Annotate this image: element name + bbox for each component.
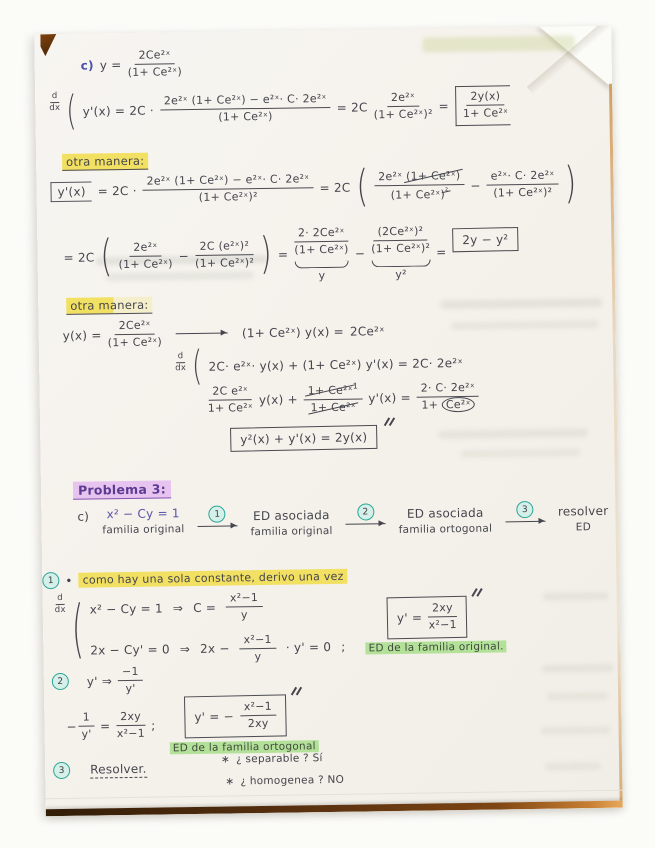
section-heading (73, 480, 171, 499)
fraction (226, 591, 263, 623)
math-text: 1+ (421, 398, 443, 412)
d-dx-operator (49, 92, 60, 114)
fraction-numerator: 2e²ˣ (1+ Ce²ˣ) − e²ˣ· C· 2e²ˣ (160, 92, 331, 111)
underbraced-term-y (294, 226, 350, 282)
fraction (160, 92, 331, 126)
fraction-denominator (311, 400, 356, 416)
fraction (417, 381, 480, 414)
step-3-line (53, 761, 147, 779)
math-text: x² − Cy = 1 (89, 601, 163, 617)
question-separable (221, 752, 323, 766)
stage-sublabel: familia original (102, 523, 185, 537)
close-paren-icon: ) (564, 158, 577, 210)
notebook-edge-bar (46, 801, 623, 817)
circled-number-2: 2 (52, 673, 69, 690)
fraction-denominator: dx (49, 102, 61, 113)
fraction-numerator: 2xy (116, 710, 145, 727)
bleedthrough-smudge (543, 592, 609, 601)
math-text: = 2C · (97, 183, 137, 198)
fraction-denominator: 1+ Ce²ˣ (207, 401, 254, 415)
math-text: y(x) + (258, 392, 298, 407)
flow-arrow-step-3 (505, 501, 545, 523)
fraction-denominator: (1+ Ce²ˣ)² (371, 241, 431, 256)
fraction-numerator: 2· 2Ce²ˣ (294, 226, 349, 243)
math-text: 2x − (200, 641, 230, 657)
arrow-right-icon (346, 523, 386, 525)
fraction-cancelled (304, 381, 363, 415)
fraction-numerator: 2C e²ˣ (208, 384, 252, 401)
math-text: = 2C (336, 100, 368, 115)
separator: ; (151, 718, 156, 733)
boxed-result (387, 596, 468, 639)
check-ticks-icon (290, 686, 303, 697)
fraction-denominator (421, 397, 474, 413)
minus-sign: − (470, 178, 481, 193)
underbrace-icon (294, 260, 349, 268)
fraction (240, 700, 277, 732)
fraction-denominator: dx (54, 604, 66, 615)
original-equation: x² − Cy = 1 (106, 506, 180, 522)
fraction-denominator: (1+ Ce²ˣ)² (373, 107, 433, 122)
math-text: y = (99, 57, 122, 73)
fraction (373, 90, 432, 122)
fraction-numerator: e²ˣ· C· 2e²ˣ (487, 168, 559, 185)
bleedthrough-smudge (438, 428, 588, 439)
fraction-denominator: y (240, 608, 248, 622)
problem-flow-diagram (77, 500, 608, 541)
flow-stage-ed-original (250, 508, 333, 538)
underbrace-icon (371, 259, 430, 267)
boxed-result (452, 227, 519, 252)
system-row-1 (89, 590, 345, 625)
boxed-result-partial (455, 85, 511, 125)
arrow-right-icon (505, 521, 545, 523)
item-label-c: c) (80, 58, 94, 73)
equation-line (207, 380, 479, 417)
fraction-numerator: x²−1 (226, 591, 262, 608)
math-text: · y' = 0 (285, 640, 332, 656)
fraction-numerator (304, 381, 363, 400)
equation-line (175, 343, 464, 391)
circled-term: Ce²ˣ (442, 397, 475, 412)
section-heading (66, 297, 152, 315)
stage-label: resolver (557, 503, 609, 519)
implies-icon: ⇒ (172, 600, 184, 616)
fraction-denominator: dx (175, 362, 187, 374)
fraction-denominator: (1+ Ce²ˣ)² (493, 185, 553, 200)
fraction-denominator: x²−1 (428, 618, 458, 632)
math-text: 2x − Cy' = 0 (90, 642, 170, 658)
fraction-numerator: 2Ce²ˣ (134, 48, 174, 65)
bleedthrough-smudge (542, 664, 614, 673)
flow-arrow-step-1 (197, 505, 237, 527)
check-ticks-icon (471, 588, 484, 599)
circled-number-3: 3 (53, 762, 70, 779)
fraction-numerator: d (176, 352, 186, 363)
boxed-ode-with-caption (169, 694, 319, 754)
math-text: 2y − y² (462, 232, 509, 248)
underbrace-label: y² (395, 267, 407, 281)
fraction-denominator (391, 185, 449, 203)
math-text: C = (193, 600, 217, 615)
fraction (428, 601, 457, 633)
underbrace-label: y (318, 268, 326, 282)
math-text: 2Ce²ˣ (349, 323, 385, 339)
question-text: ¿ homogenea ? NO (240, 773, 345, 788)
step-1-note (42, 568, 348, 590)
fraction (107, 318, 162, 350)
boxed-term (50, 181, 91, 202)
superscript-one: 1 (352, 381, 359, 391)
minus-sign: − (178, 248, 190, 264)
close-paren-icon: ) (259, 229, 273, 281)
math-text: y' = (397, 610, 423, 625)
fraction (371, 224, 430, 256)
section-heading (62, 153, 148, 171)
resolver-title: Resolver. (90, 761, 147, 777)
caption-green: ED de la familia original. (365, 641, 506, 655)
fraction-numerator: 1 (79, 711, 94, 728)
asterisk-icon: ∗ (225, 775, 235, 788)
fraction-denominator: 2xy (247, 717, 269, 731)
boxed-result (230, 425, 378, 452)
fraction (127, 48, 182, 80)
item-label-c: c) (77, 509, 90, 524)
math-text: y' = − (194, 709, 235, 725)
fraction (142, 172, 313, 206)
cancelled-term: 1+ Ce²ˣ (310, 400, 356, 415)
flow-stage-resolver (558, 504, 609, 534)
bullet-icon: • (65, 573, 73, 588)
cancelled-exponent: ² (444, 186, 449, 196)
fraction-denominator: y (254, 649, 262, 664)
step-2-line-2 (66, 694, 319, 755)
open-paren-icon: ( (100, 231, 113, 283)
heading-otra-manera-2: otra manera: (66, 297, 152, 315)
minus-sign: − (354, 246, 366, 261)
arrow-right-icon (176, 333, 228, 335)
bleedthrough-smudge (440, 298, 602, 309)
math-text: y' ⇒ (86, 674, 113, 689)
math-text: = (438, 98, 449, 114)
stage-sublabel: familia ortogonal (398, 522, 493, 536)
caption-green: ED de la familia ortogonal (170, 740, 319, 754)
note-text: como hay una sola constante, derivo una vez (79, 569, 348, 588)
fraction (79, 711, 95, 743)
math-text: = 2C (63, 250, 95, 265)
fraction (116, 710, 145, 742)
arrow-right-icon (197, 525, 237, 527)
boxed-final-ode (230, 425, 396, 451)
page-right-edge (609, 84, 623, 801)
notebook-cover-corner (40, 34, 56, 56)
question-homogenea (225, 774, 344, 788)
fraction-numerator: 2y(x) (466, 89, 504, 106)
math-text: (1+ Ce²ˣ) y(x) = (241, 324, 345, 341)
fraction (118, 665, 143, 697)
equation-line-derivative (49, 85, 510, 135)
stage-label: ED asociada (406, 505, 484, 521)
fraction (118, 240, 173, 272)
bleedthrough-smudge (546, 692, 608, 701)
fraction (239, 632, 276, 664)
math-text: 2C· e²ˣ· y(x) + (1+ Ce²ˣ) y'(x) = 2C· 2e²ˣ (208, 355, 464, 374)
fraction (463, 89, 509, 121)
fraction-denominator: (1+ Ce²ˣ) (118, 257, 173, 272)
stage-sublabel: ED (575, 521, 592, 534)
math-text: = (277, 247, 289, 262)
fraction (195, 239, 254, 271)
brace-icon: ( (191, 343, 203, 391)
fraction-denominator: x²−1 (116, 727, 146, 741)
separator: ; (341, 640, 346, 655)
step-2-line-1 (52, 665, 143, 698)
system-row-2 (90, 631, 346, 666)
notebook-page (34, 26, 623, 816)
d-dx-operator (55, 594, 66, 616)
fraction-numerator: 2Ce²ˣ (115, 319, 155, 336)
fraction-numerator: 2e²ˣ (129, 240, 161, 257)
page-bottom-rule (46, 790, 623, 800)
fraction-denominator: (1+ Ce²ˣ)² (195, 256, 255, 271)
fraction-denominator: (1+ Ce²ˣ) (127, 65, 183, 80)
implies-icon: ⇒ (179, 642, 191, 657)
fraction-denominator: (1+ Ce²ˣ) (294, 242, 349, 257)
fraction-denominator: y' (125, 682, 136, 696)
flow-stage-ed-ortogonal (398, 506, 492, 536)
cancelled-term: (1+ Ce²ˣ) (405, 168, 461, 183)
flow-arrow-step-2 (345, 503, 385, 525)
brace-icon: ( (65, 88, 78, 135)
fraction-denominator: (1+ Ce²ˣ)² (198, 190, 258, 204)
bleedthrough-smudge (541, 726, 611, 735)
equals-sign: = (99, 719, 111, 734)
equation-line-c (80, 48, 182, 81)
fraction (207, 384, 253, 416)
boxed-ode-with-caption (365, 595, 507, 655)
fraction-numerator: x²−1 (240, 700, 276, 717)
check-ticks-icon (383, 417, 396, 428)
fraction-numerator (374, 169, 464, 187)
heading-otra-manera-1: otra manera: (62, 153, 148, 171)
heading-problema-3: Problema 3: (73, 480, 171, 499)
math-text: y(x) = (62, 328, 102, 343)
equation-line-b (63, 223, 519, 285)
math-text: y²(x) + y'(x) = 2y(x) (240, 430, 368, 447)
math-text: y'(x) (57, 184, 86, 199)
open-paren-icon: ( (356, 161, 369, 213)
circled-number-2: 2 (357, 503, 374, 520)
d-dx-operator (175, 352, 186, 374)
fraction-numerator: 2· C· 2e²ˣ (417, 381, 479, 398)
fraction-numerator: 2xy (428, 601, 457, 618)
math-text: y'(x) = 2C · (82, 103, 155, 119)
step-1-system (55, 587, 507, 667)
fraction-numerator: 2C (e²ˣ)² (196, 239, 254, 256)
fraction-numerator: −1 (118, 665, 143, 682)
fraction-denominator: (1+ Ce²ˣ) (218, 110, 273, 124)
fraction-denominator: (1+ Ce²ˣ) (107, 335, 163, 350)
fraction-cancelled (374, 169, 465, 204)
math-text: 2e²ˣ (378, 169, 407, 184)
math-text: (1+ Ce²ˣ) (390, 188, 446, 202)
fraction (487, 168, 559, 201)
circled-number-1: 1 (209, 506, 226, 523)
fraction-numerator: 2e²ˣ (387, 91, 419, 108)
math-text: = 2C (319, 180, 351, 195)
question-text: ¿ separable ? Sí (235, 752, 323, 766)
stage-sublabel: familia original (250, 524, 333, 539)
system-rows (89, 590, 345, 667)
cancelled-term: 1+ Ce²ˣ (307, 383, 353, 397)
fraction-denominator: y' (81, 727, 92, 741)
math-text: y'(x) = (368, 390, 411, 406)
fraction-numerator: d (50, 92, 60, 103)
underbraced-term-y2 (371, 224, 431, 280)
equation-line (62, 315, 384, 351)
bleedthrough-smudge (545, 762, 601, 771)
bleedthrough-smudge (460, 448, 580, 458)
minus-sign: − (66, 719, 77, 734)
fraction (294, 226, 349, 258)
stage-label: ED asociada (252, 507, 330, 524)
boxed-result (184, 694, 287, 738)
circled-number-3: 3 (516, 501, 533, 518)
math-text: = (436, 245, 447, 260)
circled-number-1: 1 (42, 572, 59, 589)
fraction-numerator: 2e²ˣ (1+ Ce²ˣ) − e²ˣ· C· 2e²ˣ (142, 172, 313, 191)
fraction-numerator: (2Ce²ˣ)² (373, 225, 427, 242)
bleedthrough-smudge (451, 320, 599, 330)
brace-icon: ( (71, 593, 85, 668)
fraction-numerator: d (55, 594, 65, 605)
fraction-numerator: x²−1 (239, 632, 275, 649)
asterisk-icon: ∗ (220, 753, 231, 766)
flow-stage-original-eq (102, 506, 185, 536)
fraction-denominator: 1+ Ce²ˣ (462, 106, 509, 121)
